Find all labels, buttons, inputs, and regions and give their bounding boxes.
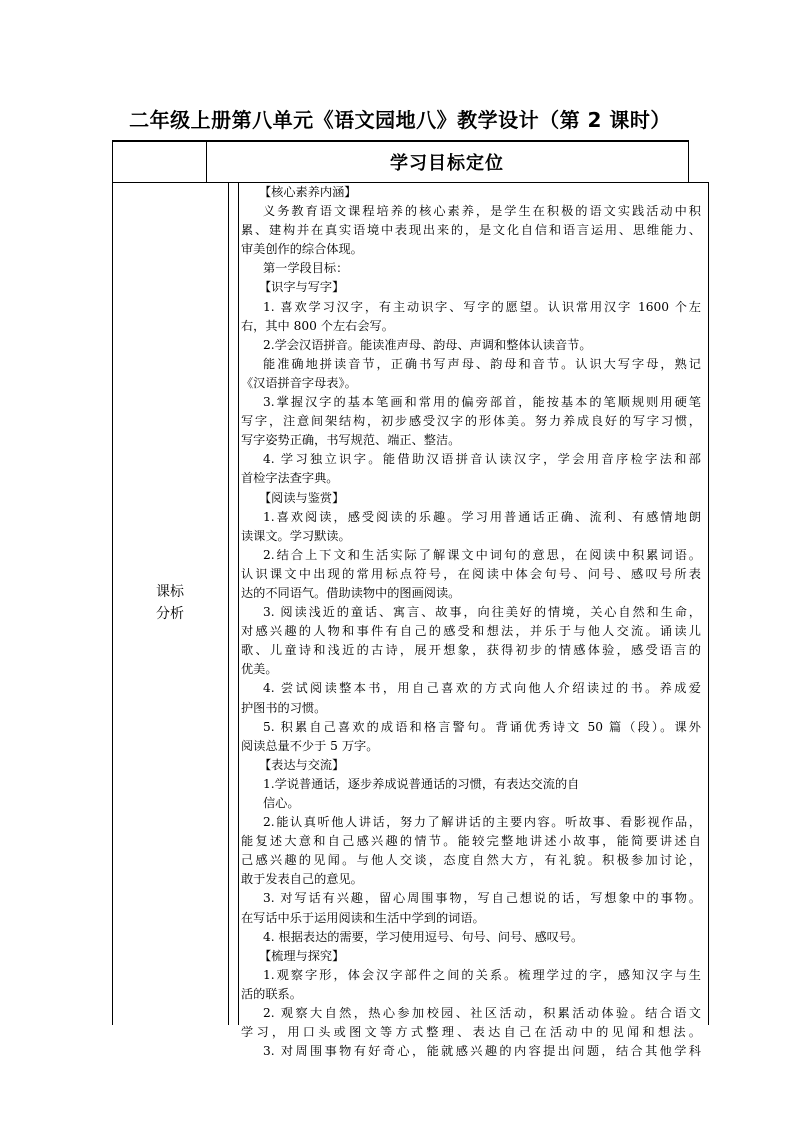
content-line: 写字姿势正确，书写规范、端正、整洁。	[241, 433, 461, 448]
content-line: 审美创作的综合体现。	[241, 242, 363, 257]
label-line-1: 课标	[156, 584, 184, 600]
content-line: 4. 学习独立识字。能借助汉语拼音认读汉字，学会用音序检字法和部	[263, 452, 701, 467]
content-line: 达的不同语气。借助读物中的图画阅读。	[241, 585, 461, 600]
content-line: 在写话中乐于运用阅读和生活中学到的词语。	[241, 910, 485, 925]
heading-right-border	[688, 140, 689, 182]
content-line: 【识字与写字】	[259, 280, 345, 295]
content-line: 4. 尝试阅读整本书，用自己喜欢的方式向他人介绍读过的书。养成爱	[263, 681, 701, 696]
content-line: 义务教育语文课程培养的核心素养，是学生在积极的语文实践活动中积	[263, 204, 701, 219]
content-line: 3.掌握汉字的基本笔画和常用的偏旁部首，能按基本的笔顺规则用硬笔	[263, 395, 701, 410]
content-line: 认识课文中出现的常用标点符号，在阅读中体会句号、问号、感叹号所表	[241, 566, 701, 581]
content-line: 1. 喜欢学习汉字，有主动识字、写字的愿望。认识常用汉字 1600 个左	[263, 299, 701, 314]
content-line: 能复述大意和自己感兴趣的情节。能较完整地讲述小故事，能简要讲述自	[241, 834, 701, 849]
content-line: 对感兴趣的人物和事件有自己的感受和想法，并乐于与他人交流。诵读儿	[241, 624, 701, 639]
content-line: 优美。	[241, 662, 278, 677]
content-line: 3. 阅读浅近的童话、寓言、故事，向往美好的情境，关心自然和生命，	[263, 605, 701, 620]
content-line: 累、建构并在真实语境中表现出来的，是文化自信和语言运用、思维能力、	[241, 223, 701, 238]
content-line: 《汉语拼音字母表》。	[241, 375, 357, 390]
content-line: 3. 对周围事物有好奇心，能就感兴趣的内容提出问题，结合其他学科	[263, 1044, 701, 1059]
content-line: 2.能认真听他人讲话，努力了解讲话的主要内容。听故事、看影视作品，	[263, 815, 701, 830]
content-line: 【核心素养内涵】	[259, 185, 357, 199]
content-line: 【阅读与鉴赏】	[259, 490, 345, 505]
content-line: 信心。	[263, 796, 300, 810]
content-line: 右，其中 800 个左右会写。	[241, 318, 394, 333]
content-line: 护图书的习惯。	[241, 700, 327, 715]
content-line: 1.喜欢阅读，感受阅读的乐趣。学习用普通话正确、流利、有感情地朗	[263, 509, 701, 524]
content-line: 2.结合上下文和生活实际了解课文中词句的意思，在阅读中积累词语。	[263, 547, 701, 562]
label-right-border	[228, 182, 229, 1025]
content-line: 读课文。学习默读。	[241, 528, 351, 543]
content-line: 1.学说普通话，逐步养成说普通话的习惯，有表达交流的自	[263, 776, 580, 791]
table-right-border	[708, 182, 709, 1025]
content-line: 写字，注意间架结构，初步感受汉字的形体美。努力养成良好的写字习惯，	[241, 414, 701, 429]
content-line: 4. 根据表达的需要，学习使用逗号、句号、问号、感叹号。	[263, 929, 584, 944]
content-line: 学习，用口头或图文等方式整理、表达自己在活动中的见闻和想法。	[241, 1025, 701, 1040]
content-line: 首检字法查字典。	[241, 471, 339, 486]
content-line: 己感兴趣的见闻。与他人交谈，态度自然大方，有礼貌。积极参加讨论，	[241, 853, 701, 868]
label-line-2: 分析	[156, 606, 184, 622]
document-title: 二年级上册第八单元《语文园地八》教学设计（第 2 课时）	[129, 108, 671, 132]
content-line: 2. 观察大自然，热心参加校园、社区活动，积累活动体验。结合语文	[263, 1006, 701, 1021]
content-line: 阅读总量不少于 5 万字。	[241, 738, 379, 753]
curriculum-analysis-label	[112, 182, 228, 1024]
content-line: 第一学段目标：	[263, 261, 349, 276]
content-line: 活的联系。	[241, 986, 302, 1001]
content-line: 3. 对写话有兴趣，留心周围事物，写自己想说的话，写想象中的事物。	[263, 891, 701, 906]
content-line: 1.观察字形，体会汉字部件之间的关系。梳理学过的字，感知汉字与生	[263, 967, 701, 982]
curriculum-analysis-content	[241, 183, 701, 1059]
content-line: 【梳理与探究】	[259, 948, 345, 963]
content-line: 歌、儿童诗和浅近的古诗，展开想象，获得初步的情感体验，感受语言的	[241, 643, 701, 658]
inner-left-border	[238, 182, 239, 1025]
content-line: 2.学会汉语拼音。能读准声母、韵母、声调和整体认读音节。	[263, 337, 592, 352]
content-line: 能准确地拼读音节，正确书写声母、韵母和音节。认识大写字母，熟记	[263, 356, 701, 371]
content-line: 5. 积累自己喜欢的成语和格言警句。背诵优秀诗文 50 篇（段）。课外	[263, 719, 701, 734]
content-line: 【表达与交流】	[259, 757, 345, 772]
learning-goal-heading: 学习目标定位	[390, 152, 504, 174]
content-line: 敢于发表自己的意见。	[241, 872, 363, 887]
